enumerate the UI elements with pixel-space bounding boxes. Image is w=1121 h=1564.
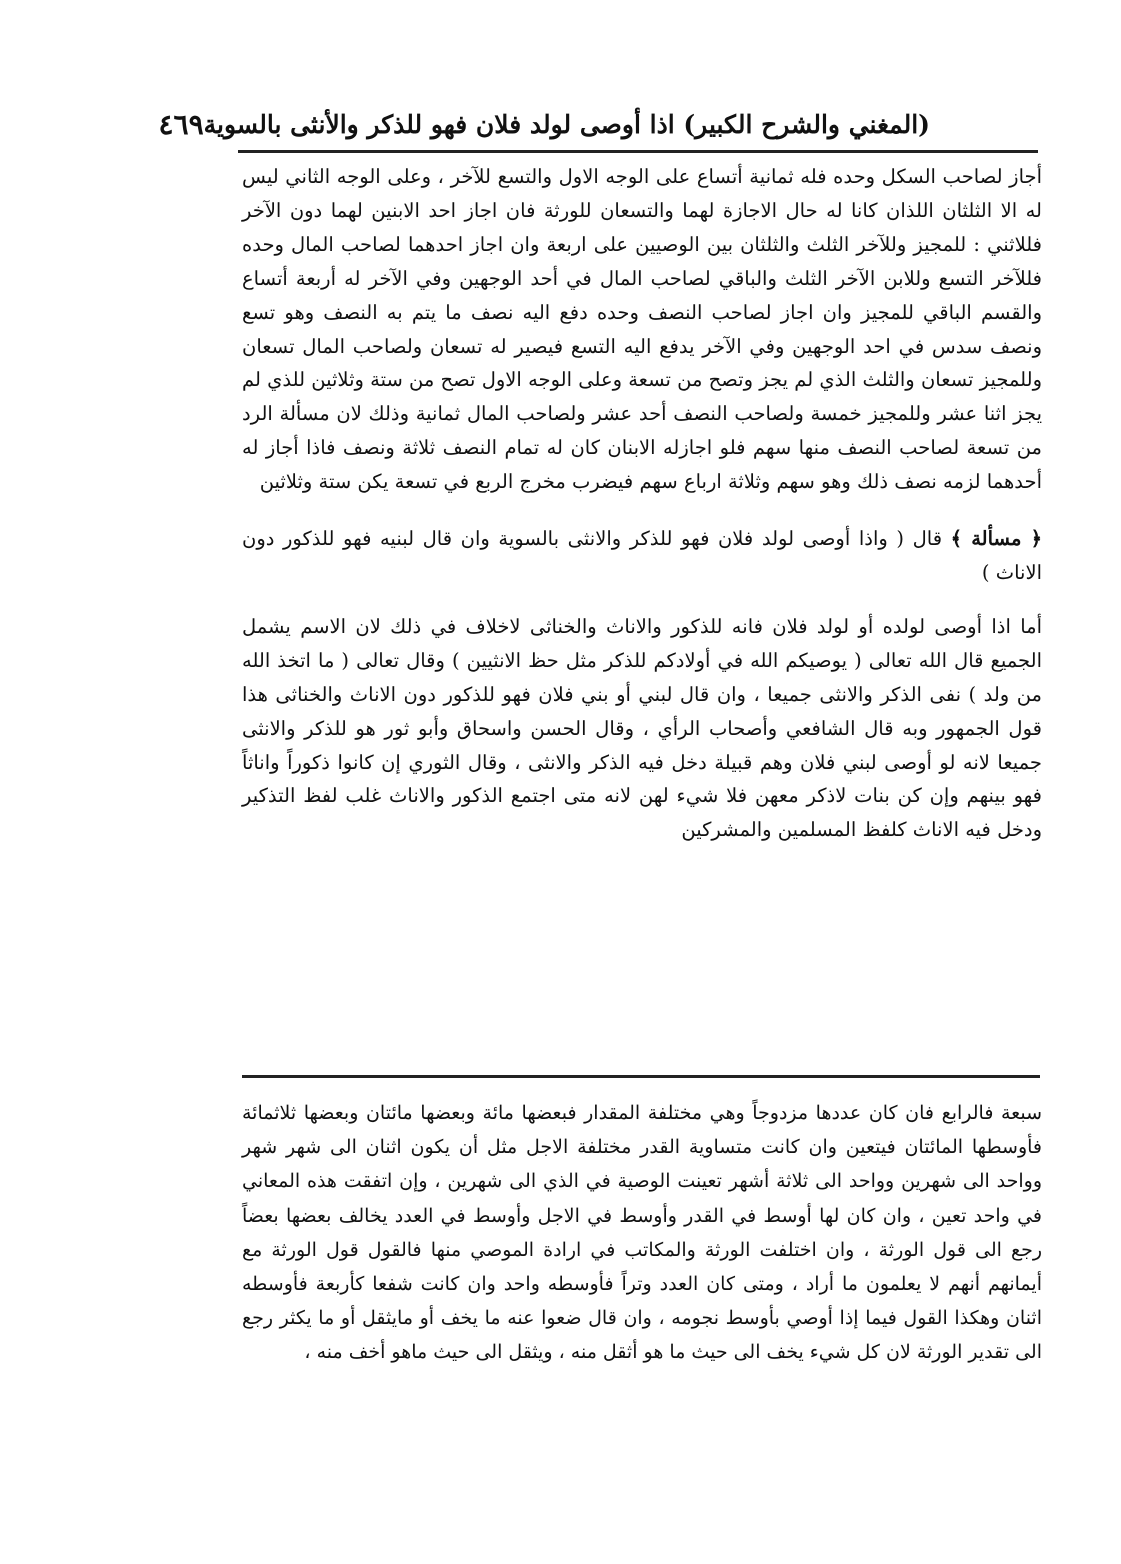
- footnote-text: سبعة فالرابع فان كان عددها مزدوجاً وهي مختلفة المقدار فبعضها مائة وبعضها مائتان وبعضها ثلاثمائة فأوسطها المائتان فيتعين وان كانت متساوية القدر مختلفة الاجل مثل أن يكون اثنان الى شهر شهر وواحد الى شهرين وواحد الى ثلاثة أشهر تعينت الوصية في الذي الى شهرين ، وإن اتفقت هذه المعاني في واحد تعين ، وان كان لها أوسط في القدر وأوسط في الاجل وأوسط في العدد يخالف بعضها بعضاً رجع الى قول الورثة ، وان اختلفت الورثة والمكاتب في ارادة الموصي منها فالقول قول الورثة مع أيمانهم أنهم لا يعلمون ما أراد ، ومتى كان العدد وتراً فأوسطه واحد وان كانت شفعا كأربعة فأوسطه اثنان وهكذا القول فيما إذا أوصي بأوسط نجومه ، وان قال ضعوا عنه ما يخف أو مايثقل أو ما يكثر رجع الى تقدير الورثة لان كل شيء يخف الى حيث ما هو أثقل منه ، ويثقل الى حيث ماهو أخف منه ،: [242, 1102, 1042, 1364]
- section-marker: ﴿ مسألة ﴾: [950, 527, 1042, 551]
- main-text: [242, 160, 1042, 847]
- section-text: قال ( واذا أوصى لولد فلان فهو للذكر والانثى بالسوية وان قال لبنيه فهو للذكور دون الاناث ): [242, 527, 1042, 584]
- commentary-paragraph: أما اذا أوصى لولده أو لولد فلان فانه للذكور والاناث والخناثى لاخلاف في ذلك لان الاسم يشمل الجميع قال الله تعالى ( يوصيكم الله في أولادكم للذكر مثل حظ الانثيين ) وقال تعالى ( ما اتخذ الله من ولد ) نفى الذكر والانثى جميعا ، وان قال لبني أو بني فلان فهو للذكور دون الاناث والخناثى هذا قول الجمهور وبه قال الشافعي وأصحاب الرأي ، وقال الحسن واسحاق وأبو ثور هو للذكر والانثى جميعا لانه لو أوصى لبني فلان وهم قبيلة دخل فيه الذكر والانثى ، وقال الثوري إن كانوا ذكوراً واناثاً فهو بينهم وإن كن بنات لاذكر معهن فلا شيء لهن لانه متى اجتمع الذكور والاناث غلب لفظ التذكير ودخل فيه الاناث كلفظ المسلمين والمشركين: [242, 614, 1042, 842]
- running-title: (المغني والشرح الكبير) اذا أوصى لولد فلان فهو للذكر والأنثى بالسوية: [203, 109, 930, 139]
- header-rule: [238, 150, 1038, 153]
- section-heading: [242, 522, 1042, 590]
- footnote: [242, 1096, 1042, 1370]
- intro-paragraph: أجاز لصاحب السكل وحده فله ثمانية أتساع على الوجه الاول والتسع للآخر ، وعلى الوجه الثاني ليس له الا الثلثان اللذان كانا له حال الاجازة لهما والتسعان للورثة فان اجاز احد الابنين لهما دون الآخر فللاثني : للمجيز وللآخر الثلث والثلثان بين الوصيين على اربعة وان اجاز احدهما لصاحب المال وحده فللآخر التسع وللابن الآخر الثلث والباقي لصاحب المال في أحد الوجهين وفي الآخر له أربعة أتساع والقسم الباقي للمجيز وان اجاز لصاحب النصف وحده دفع اليه نصف ما يتم به النصف وهو تسع ونصف سدس في احد الوجهين وفي الآخر يدفع اليه التسع فيصير له تسعان ولصاحب المال تسعان وللمجيز تسعان والثلث الذي لم يجز وتصح من تسعة وعلى الوجه الاول تصح من ستة وثلاثين للذي لم يجز اثنا عشر وللمجيز خمسة ولصاحب النصف أحد عشر ولصاحب المال ثمانية وذلك لان مسألة الرد من تسعة لصاحب النصف منها سهم فلو اجازله الابنان كان له تمام النصف ثلاثة ونصف فاذا أجاز له أحدهما لزمه نصف ذلك وهو سهم وثلاثة ارباع سهم فيضرب مخرج الربع في تسعة يكن ستة وثلاثين: [242, 165, 1042, 494]
- page-header: [158, 104, 930, 144]
- page-number: ٤٦٩: [158, 107, 204, 141]
- footnote-rule: [242, 1075, 1040, 1078]
